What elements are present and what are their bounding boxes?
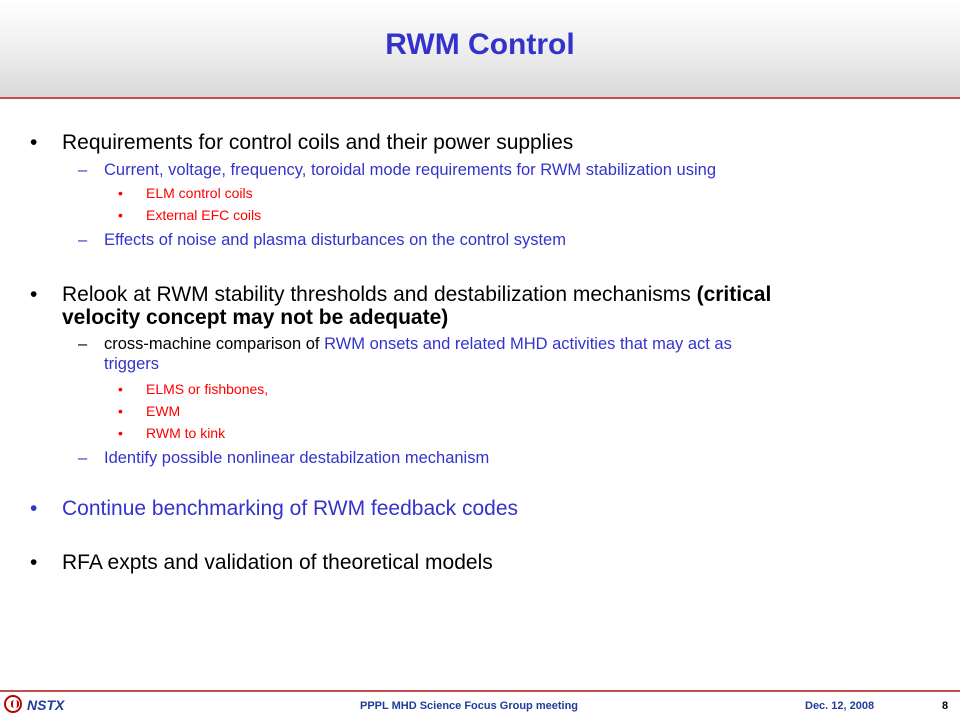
bullet-marker: • [30, 497, 38, 520]
bullet-relook-emphasis: (critical [696, 283, 772, 306]
bullet-relook-text: Relook at RWM stability thresholds and destabilization mechanisms [62, 283, 697, 306]
dot-marker: • [118, 207, 123, 223]
bullet-relook-line2: velocity concept may not be adequate) [62, 306, 449, 329]
item-elms-fishbones: ELMS or fishbones, [146, 381, 269, 397]
sub-bullet-noise-effects: Effects of noise and plasma disturbances on the control system [104, 231, 566, 249]
item-elm-control-coils: ELM control coils [146, 185, 253, 201]
dash-marker: – [78, 449, 88, 467]
footer-date: Dec. 12, 2008 [805, 700, 875, 712]
dot-marker: • [118, 403, 123, 419]
sub-bullet-cross-machine [104, 335, 732, 354]
item-external-efc-coils: External EFC coils [146, 207, 262, 223]
nstx-logo-icon [4, 695, 22, 713]
sub-bullet-cross-machine-line2: triggers [104, 355, 160, 373]
dash-marker: – [78, 335, 88, 353]
sub-bullet-nonlinear: Identify possible nonlinear destabilzation mechanism [104, 449, 490, 467]
item-ewm: EWM [146, 403, 181, 419]
bullet-rfa-expts: RFA expts and validation of theoretical models [62, 551, 493, 574]
bullet-marker: • [30, 551, 38, 574]
bullet-relook-line1 [62, 283, 771, 307]
dash-marker: – [78, 231, 88, 249]
page-number: 8 [942, 700, 949, 712]
sub-bullet-current-voltage: Current, voltage, frequency, toroidal mode requirements for RWM stabilization using [104, 161, 717, 179]
bullet-benchmarking: Continue benchmarking of RWM feedback codes [62, 497, 519, 520]
footer-meeting: PPPL MHD Science Focus Group meeting [360, 700, 579, 712]
bullet-marker: • [30, 131, 38, 154]
nstx-logo-text: NSTX [27, 697, 65, 713]
dot-marker: • [118, 185, 123, 201]
item-rwm-to-kink: RWM to kink [146, 425, 226, 441]
slide-title: RWM Control [385, 28, 575, 61]
bullet-requirements: Requirements for control coils and their power supplies [62, 131, 574, 154]
sub-bullet-cross-machine-text: cross-machine comparison of [104, 335, 325, 353]
sub-bullet-cross-machine-highlight: RWM onsets and related MHD activities that may act as [324, 335, 732, 353]
dot-marker: • [118, 381, 123, 397]
dot-marker: • [118, 425, 123, 441]
bullet-marker: • [30, 283, 38, 306]
dash-marker: – [78, 161, 88, 179]
